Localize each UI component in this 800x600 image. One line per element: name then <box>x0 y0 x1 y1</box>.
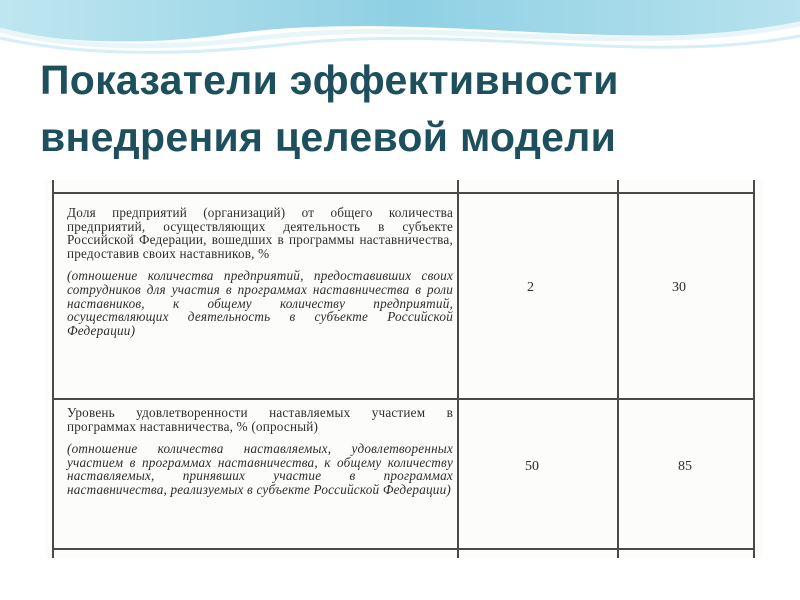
title-line-1: Показатели эффективности <box>40 57 619 103</box>
table-row-1-indicator-cell <box>67 206 453 337</box>
row-1-value-1: 2 <box>527 280 534 295</box>
table-bottom-border <box>52 548 755 550</box>
slide-title <box>40 52 770 166</box>
row-2-value-1: 50 <box>525 459 539 474</box>
row-2-indicator-text: Уровень удовлетворенности наставляемых участием в программах наставничества, % (опросный) <box>67 405 453 434</box>
row-1-note-text: (отношение количества предприятий, предоставивших своих сотрудников для участия в программах наставничества в роли наставников, к общему количеству предприятий, осуществляющих деятельность в субъекте Российской Федерации) <box>67 268 453 338</box>
table-row-2-indicator-cell <box>67 406 453 497</box>
row-1-value-2: 30 <box>672 280 686 295</box>
row-2-note-text: (отношение количества наставляемых, удовлетворенных участием в программах наставничества, к общему количеству наставляемых, принявших участие в программах наставничества, реализуемых в субъекте Российской Федерации) <box>67 441 453 497</box>
table-column-divider <box>457 180 459 558</box>
table-top-border <box>52 192 755 194</box>
table-column-divider <box>617 180 619 558</box>
scanned-table <box>45 180 763 558</box>
row-2-value-2: 85 <box>678 459 692 474</box>
row-1-indicator-text: Доля предприятий (организаций) от общего количества предприятий, осуществляющих деятельность в субъекте Российской Федерации, вошедших в программы наставничества, предоставив своих наставников, % <box>67 205 453 261</box>
table-right-border <box>753 180 755 558</box>
table-left-border <box>52 180 54 558</box>
table-row-divider <box>52 398 755 400</box>
title-line-2: внедрения целевой модели <box>40 114 617 160</box>
